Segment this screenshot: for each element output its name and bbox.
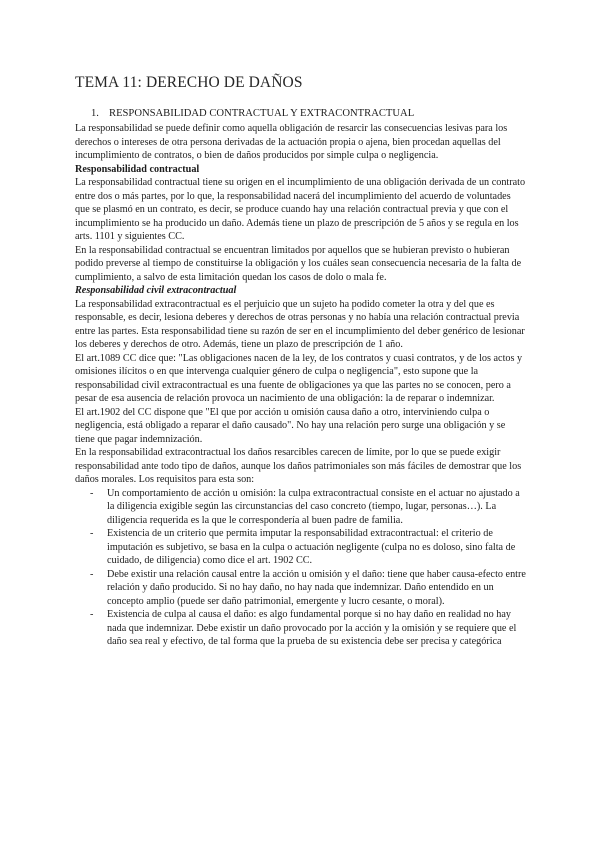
- requirement-text: Un comportamiento de acción u omisión: la culpa extracontractual consiste en el actuar no ajustado a la diligencia exigible según las circunstancias del caso concreto (tiempo, lugar, personas…). La diligencia requerida es la que le correspondería al buen padre de familia.: [107, 487, 520, 526]
- list-dash: -: [90, 609, 94, 620]
- extracontractual-paragraph-1: La responsabilidad extracontractual es el perjuicio que un sujeto ha podido cometer la otra y del que es responsable, es decir, lesiona deberes y derechos de otras personas y no había una relación contractual previa entre las partes. Esta responsabilidad tiene su razón de ser en el incumplimiento del deber genérico de lesionar los deberes y derechos de otro. Además, tiene un plazo de prescripción de 1 año.: [75, 298, 525, 350]
- contractual-paragraph-1: La responsabilidad contractual tiene su origen en el incumplimiento de una obligación derivada de un contrato entre dos o más partes, por lo que, la responsabilidad nacerá del incumplimiento del acuerdo de voluntades que se plasmó en un contrato, es decir, se produce cuando hay una relación contractual previa y que con el incumplimiento se ha producido un daño. Además tiene un plazo de prescripción de 5 años y se regula en los arts. 1101 y siguientes CC.: [75, 177, 526, 242]
- list-dash: -: [90, 487, 94, 499]
- requirement-text: Existencia de culpa al causa el daño: es algo fundamental porque si no hay daño en realidad no hay nada que indemnizar. Debe existir un daño provocado por la acción y la omisión y se requiere que el daño sea real y efectivo, de tal forma que la prueba de su existencia debe ser precisa y categórica: [107, 609, 517, 647]
- extracontractual-paragraph-4: En la responsabilidad extracontractual los daños resarcibles carecen de límite, por lo que se puede exigir responsabilidad ante todo tipo de daños, aunque los daños patrimoniales son más fáciles de demostrar que los daños morales. Los requisitos para esta son:: [75, 447, 522, 485]
- contractual-heading: Responsabilidad contractual: [75, 163, 200, 175]
- section-number: 1.: [91, 108, 99, 119]
- requirement-item: [75, 527, 527, 568]
- requirements-list: [75, 487, 527, 649]
- requirement-text: Existencia de un criterio que permita imputar la responsabilidad extracontractual: el criterio de imputación es subjetivo, se basa en la culpa o actuación negligente (culpa no es doloso, sino falta de cuidado, de diligencia) como dice el art. 1902 CC.: [107, 528, 516, 566]
- section-heading: [91, 107, 527, 120]
- list-dash: -: [90, 568, 94, 580]
- contractual-paragraph-2: En la responsabilidad contractual se encuentran limitados por aquellos que se hubieran previsto o hubieran podido preverse al tiempo de constituirse la obligación y los cuáles sean consecuencia necesaria de la falta de cumplimiento, a salvo de esta limitación quedan los casos de dolo o mala fe.: [75, 244, 522, 283]
- document-title: TEMA 11: DERECHO DE DAÑOS: [75, 74, 303, 91]
- document-body: [75, 107, 527, 649]
- intro-paragraph: La responsabilidad se puede definir como aquella obligación de resarcir las consecuencias lesivas para los derechos o intereses de otra persona derivadas de la actuación propia o ajena, bien procedan aquellas del incumplimiento de contratos, o bien de daños producidos por simple culpa o negligencia.: [75, 123, 508, 161]
- extracontractual-heading: Responsabilidad civil extracontractual: [75, 285, 237, 296]
- list-dash: -: [90, 528, 94, 539]
- requirement-item: [75, 608, 527, 649]
- section-title: RESPONSABILIDAD CONTRACTUAL Y EXTRACONTRACTUAL: [109, 108, 415, 119]
- requirement-item: [75, 568, 527, 609]
- requirement-item: [75, 487, 527, 528]
- requirement-text: Debe existir una relación causal entre la acción u omisión y el daño: tiene que haber causa-efecto entre relación y daño producido. Si no hay daño, no hay nada que indemnizar. Daño entendido en un concepto amplio (puede ser daño patrimonial, emergente y lucro cesante, o moral).: [107, 568, 526, 607]
- extracontractual-paragraph-3: El art.1902 del CC dispone que "El que por acción u omisión causa daño a otro, interviniendo culpa o negligencia, está obligado a reparar el daño causado". No hay una relación pero surge una obligación y se tiene que pagar indemnización.: [75, 406, 506, 445]
- extracontractual-paragraph-2: El art.1089 CC dice que: "Las obligaciones nacen de la ley, de los contratos y cuasi contratos, y de los actos y omisiones ilícitos o en que intervenga cualquier género de culpa o negligencia", esto supone que la responsabilidad civil extracontractual es una fuente de obligaciones ya que las partes no se conocen, pero a pesar de esa ausencia de relación provoca un nacimiento de una obligación: la de reparar o indemnizar.: [75, 352, 523, 404]
